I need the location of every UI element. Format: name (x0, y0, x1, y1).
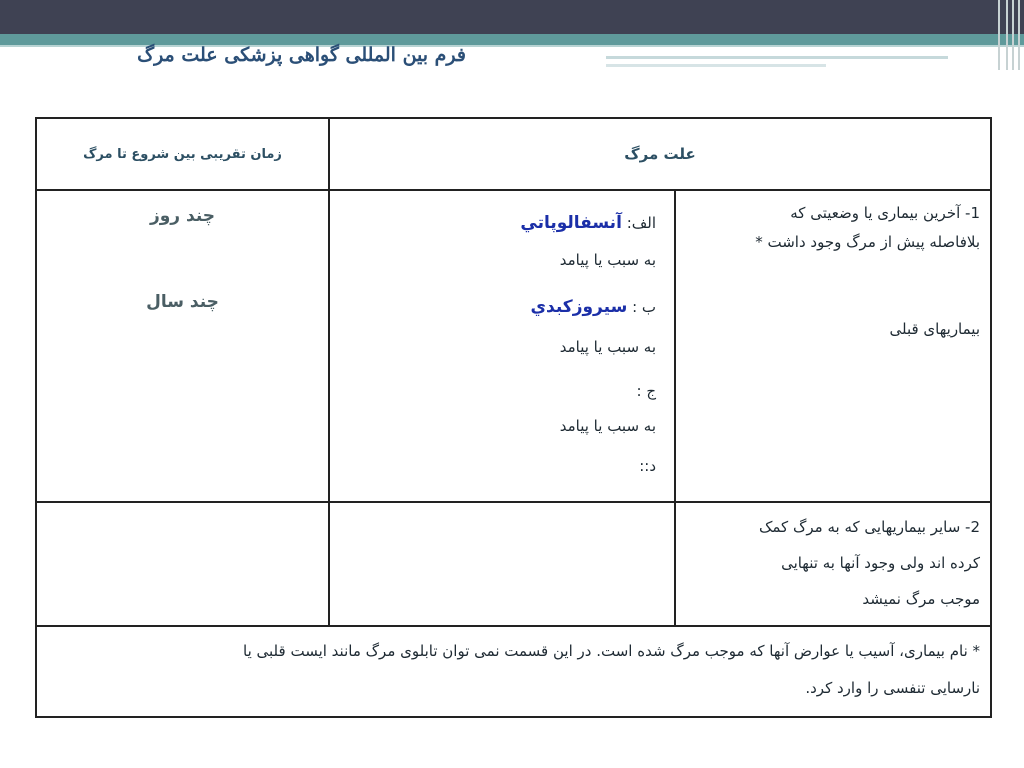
other-conditions-line: 2- سایر بیماریهایی که به مرگ کمک (758, 518, 981, 536)
a-value: آنسفالوپاتي (520, 213, 622, 233)
interval-b: چند سال (146, 292, 219, 312)
table-row (36, 190, 991, 502)
due-to-label: به سبب یا پیامد (559, 251, 657, 269)
table-row (36, 502, 991, 626)
c-label: ج : (636, 382, 657, 400)
death-certificate-table (35, 117, 992, 718)
cause-header: علت مرگ (329, 118, 991, 190)
b-value: سیروزکبدي (530, 297, 628, 317)
decorative-line (606, 56, 948, 59)
cause-description-cell (675, 190, 991, 502)
table-header-row (36, 118, 991, 190)
decorative-line (606, 64, 826, 67)
footer-row (36, 626, 991, 717)
desc-line: 1- آخرین بیماری یا وضعیتی که (790, 204, 981, 222)
decorative-vertical-bars (990, 0, 1024, 70)
due-to-label: به سبب یا پیامد (559, 338, 657, 356)
empty-cell (36, 502, 329, 626)
desc-line: بلافاصله پیش از مرگ وجود داشت * (755, 233, 981, 251)
footnote-line: نارسایی تنفسی را وارد کرد. (805, 679, 981, 697)
cause-entries-cell (329, 190, 675, 502)
due-to-label: به سبب یا پیامد (559, 417, 657, 435)
a-label: الف: (626, 214, 657, 232)
top-header-band (0, 0, 1024, 34)
other-conditions-line: موجب مرگ نمیشد (862, 590, 981, 608)
interval-header: زمان تقریبی بین شروع تا مرگ (36, 118, 329, 190)
empty-cell (329, 502, 675, 626)
footnote-cell (36, 626, 991, 717)
d-label: د:: (639, 457, 657, 475)
other-conditions-cell (675, 502, 991, 626)
footnote-line: * نام بیماری، آسیب یا عوارض آنها که موجب مرگ شده است. در این قسمت نمی توان تابلوی مرگ مانند ایست قلبی یا (243, 642, 981, 660)
b-label: ب : (632, 298, 657, 316)
page-title: فرم بین المللی گواهی پزشکی علت مرگ (137, 44, 466, 66)
other-conditions-line: کرده اند ولی وجود آنها به تنهایی (781, 554, 981, 572)
interval-cell (36, 190, 329, 502)
interval-a: چند روز (149, 206, 216, 226)
prior-diseases-label: بیماریهای قبلی (889, 320, 981, 338)
